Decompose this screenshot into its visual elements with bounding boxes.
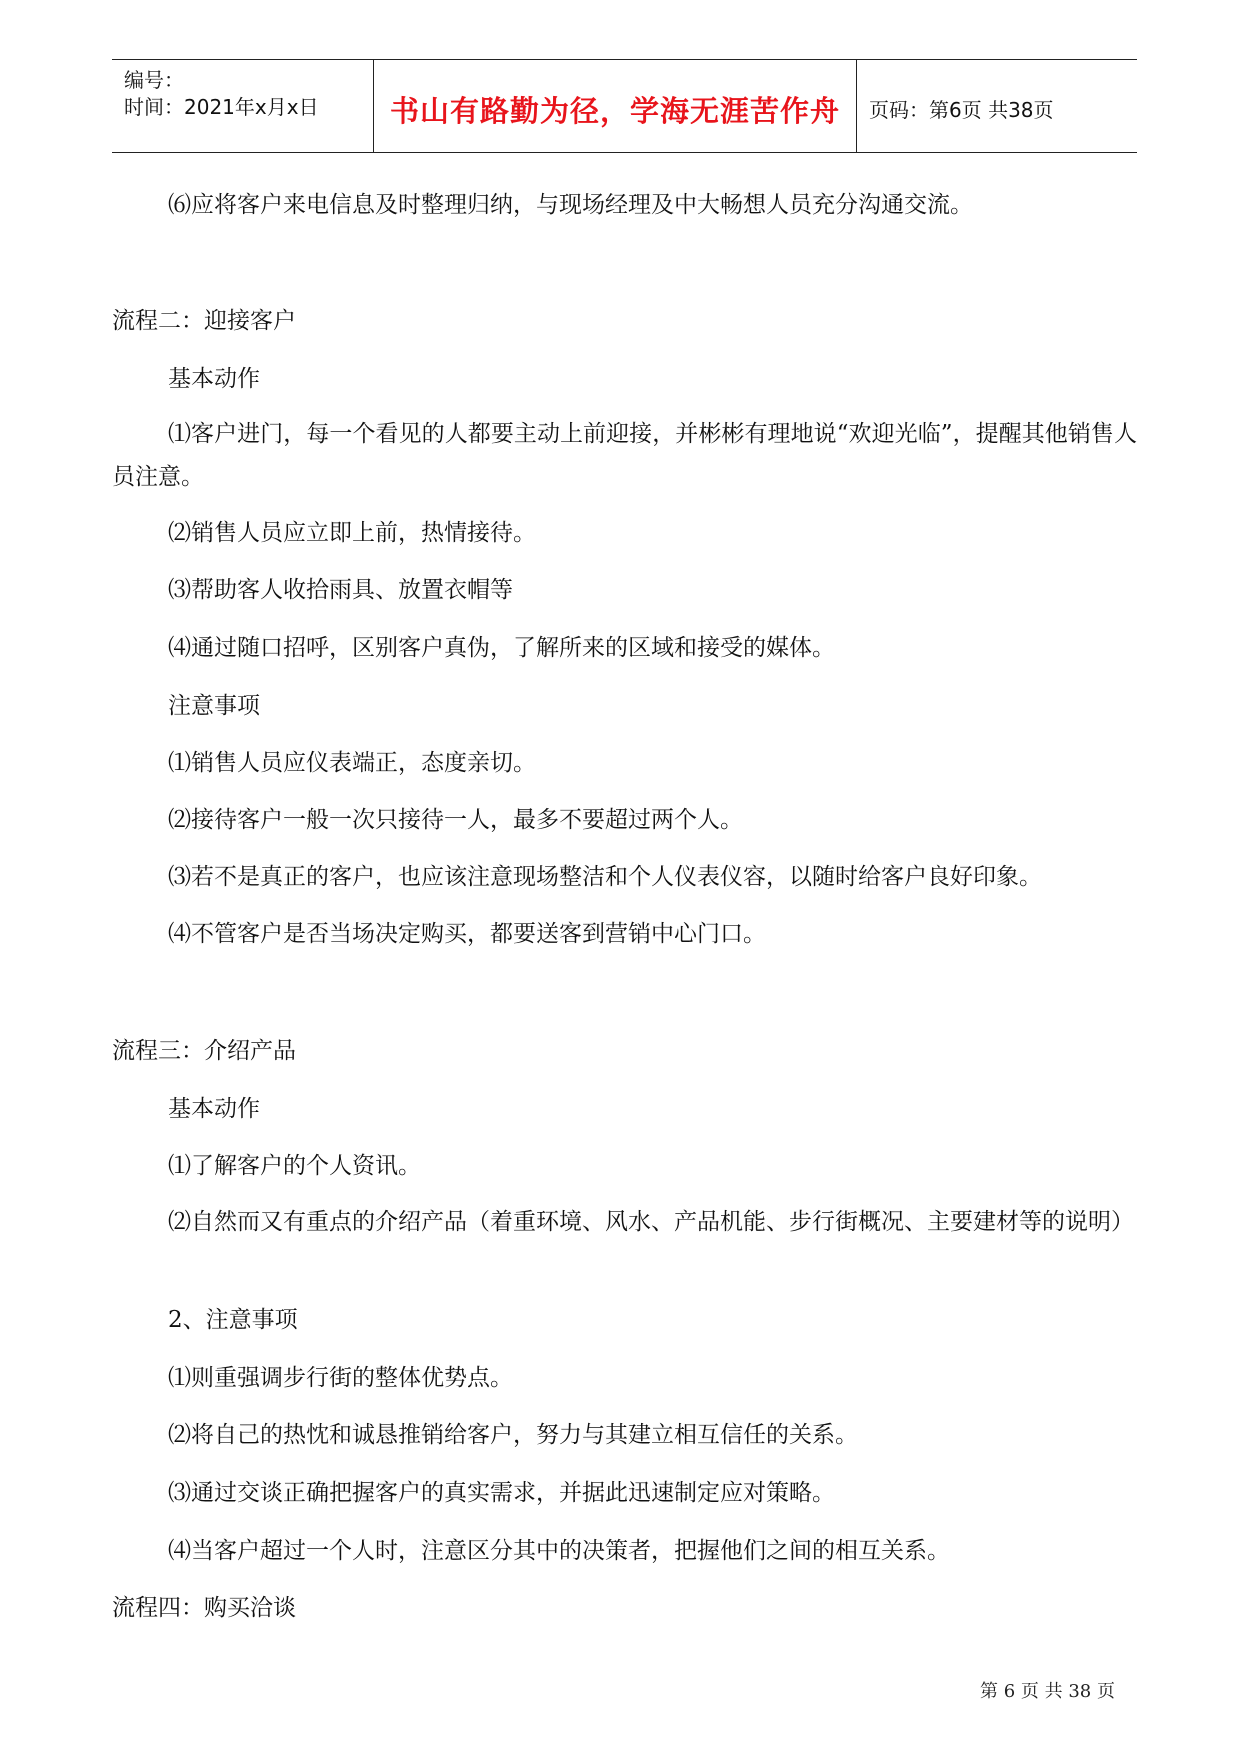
paragraph: ⑷当客户超过一个人时，注意区分其中的决策者，把握他们之间的相互关系。 — [168, 1538, 950, 1564]
document-number-label: 编号： — [124, 68, 184, 92]
paragraph: ⑵将自己的热忱和诚恳推销给客户，努力与其建立相互信任的关系。 — [168, 1422, 858, 1448]
paragraph: ⑵销售人员应立即上前，热情接待。 — [168, 520, 536, 546]
paragraph: ⑶若不是真正的客户，也应该注意现场整洁和个人仪表仪容，以随时给客户良好印象。 — [168, 864, 1042, 890]
paragraph: ⑶通过交谈正确把握客户的真实需求，并据此迅速制定应对策略。 — [168, 1480, 835, 1506]
paragraph: ⑴则重强调步行街的整体优势点。 — [168, 1365, 513, 1391]
header-motto-cell — [373, 60, 857, 152]
paragraph: ⑴客户进门，每一个看见的人都要主动上前迎接，并彬彬有理地说“欢迎光临”，提醒其他销售人员注意。 — [112, 421, 1137, 490]
subsection-heading: 基本动作 — [168, 1096, 260, 1122]
subsection-heading: 注意事项 — [168, 693, 260, 719]
document-time-label: 时间：2021年x月x日 — [124, 95, 319, 119]
paragraph: ⑵接待客户一般一次只接待一人，最多不要超过两个人。 — [168, 807, 743, 833]
paragraph: ⑴销售人员应仪表端正，态度亲切。 — [168, 750, 536, 776]
paragraph: ⑴了解客户的个人资讯。 — [168, 1153, 421, 1179]
section-heading: 流程二：迎接客户 — [112, 308, 296, 334]
paragraph: ⑵自然而又有重点的介绍产品（着重环境、风水、产品机能、步行街概况、主要建材等的说明） — [168, 1209, 1134, 1235]
paragraph: ⑹应将客户来电信息及时整理归纳，与现场经理及中大畅想人员充分沟通交流。 — [168, 192, 973, 218]
paragraph: ⑷通过随口招呼，区别客户真伪，了解所来的区域和接受的媒体。 — [168, 635, 835, 661]
page-footer: 第 6 页 共 38 页 — [980, 1681, 1115, 1702]
subsection-heading: 2、注意事项 — [168, 1307, 298, 1333]
paragraph: ⑷不管客户是否当场决定购买，都要送客到营销中心门口。 — [168, 921, 766, 947]
header-page-cell — [857, 60, 1137, 152]
page-header — [112, 59, 1137, 153]
section-heading: 流程三：介绍产品 — [112, 1038, 296, 1064]
header-info-cell — [112, 60, 372, 152]
subsection-heading: 基本动作 — [168, 366, 260, 392]
paragraph: ⑶帮助客人收拾雨具、放置衣帽等 — [168, 577, 513, 603]
section-heading: 流程四：购买洽谈 — [112, 1595, 296, 1621]
header-motto: 书山有路勤为径，学海无涯苦作舟 — [389, 94, 840, 128]
header-page-code: 页码：第6页 共38页 — [869, 98, 1054, 122]
